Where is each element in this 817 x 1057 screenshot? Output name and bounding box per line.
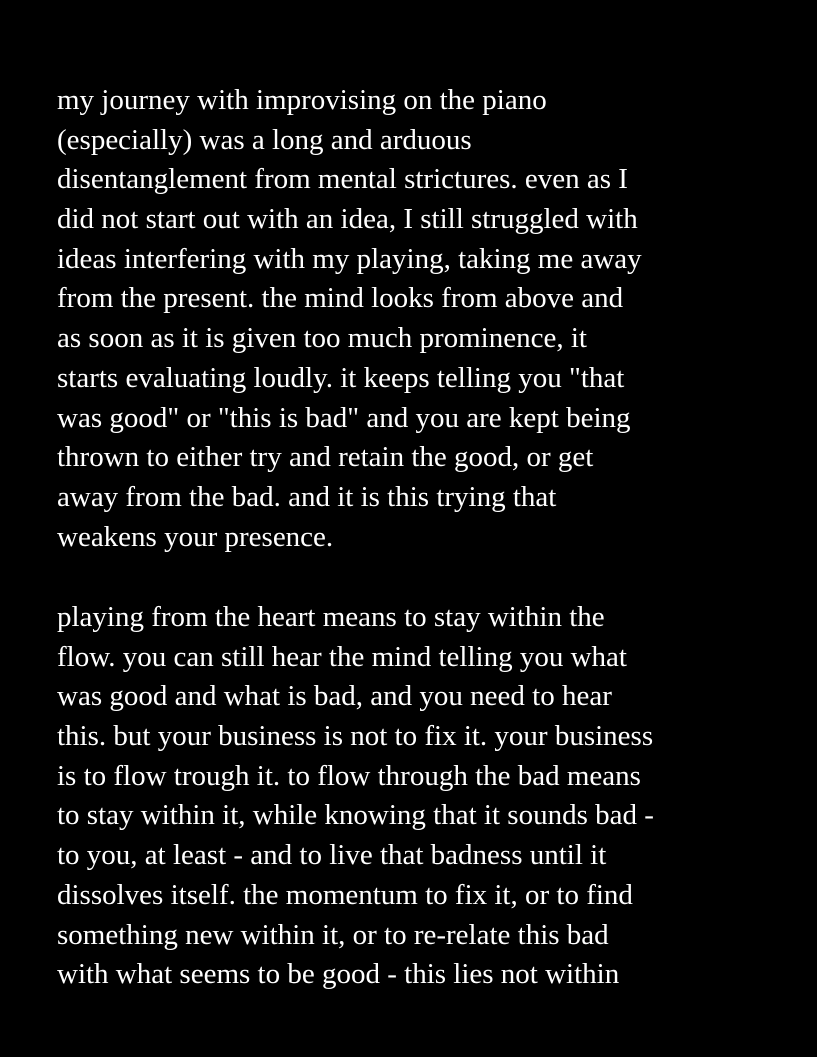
text-line: playing from the heart means to stay within the <box>57 601 605 633</box>
paragraph-1 <box>57 81 797 557</box>
paragraph-2 <box>57 598 797 995</box>
text-line: to stay within it, while knowing that it sounds bad - <box>57 799 654 832</box>
text-line: as soon as it is given too much prominence, it <box>57 322 587 355</box>
text-line: was good" or "this is bad" and you are kept being <box>57 401 631 434</box>
text-line: something new within it, or to re-relate this bad <box>57 918 609 951</box>
text-line: to you, at least - and to live that badness until it <box>57 839 607 872</box>
text-line: starts evaluating loudly. it keeps telling you "that <box>57 361 625 394</box>
text-line: thrown to either try and retain the good, or get <box>57 441 594 474</box>
text-line: was good and what is bad, and you need to hear <box>57 680 612 713</box>
text-line: flow. you can still hear the mind telling you what <box>57 640 627 673</box>
text-line: disentanglement from mental strictures. even as I <box>57 163 628 196</box>
text-line: did not start out with an idea, I still struggled with <box>57 203 638 236</box>
text-line: dissolves itself. the momentum to fix it, or to find <box>57 878 633 911</box>
text-line: with what seems to be good - this lies not within <box>57 958 620 991</box>
text-line: my journey with improvising on the piano <box>57 84 547 116</box>
text-line: weakens your presence. <box>57 520 334 553</box>
text-line: ideas interfering with my playing, taking me away <box>57 242 642 275</box>
text-line: this. but your business is not to fix it. your business <box>57 720 654 753</box>
text-line: (especially) was a long and arduous <box>57 123 472 156</box>
text-line: is to flow trough it. to flow through the bad means <box>57 759 641 792</box>
text-line: from the present. the mind looks from above and <box>57 282 624 315</box>
text-line: away from the bad. and it is this trying that <box>57 480 557 513</box>
